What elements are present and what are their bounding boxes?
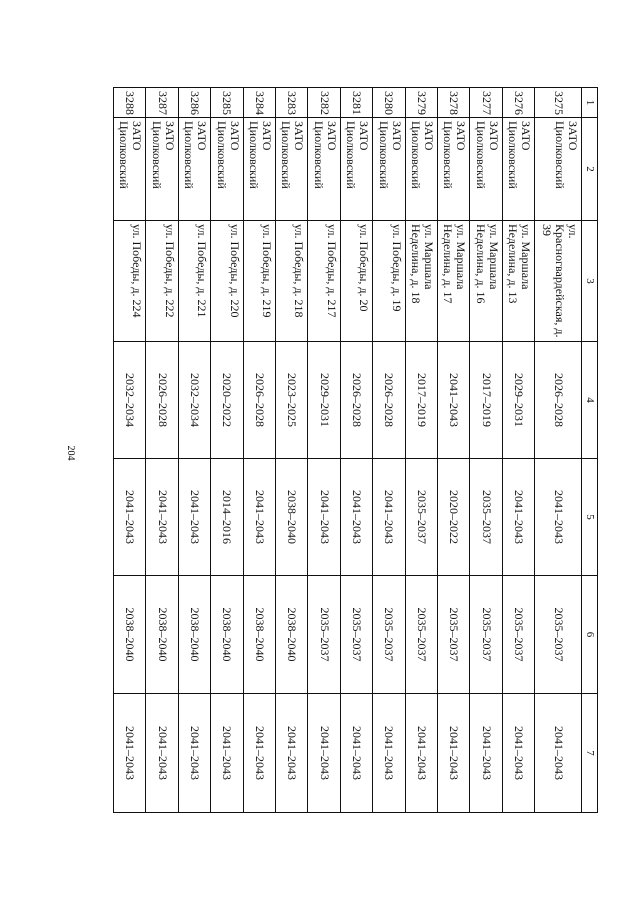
column-header: 1 [582,88,598,118]
municipality-cell: ЗАТО Циолковский [340,118,372,221]
period-cell-5: 2014–2016 [211,459,243,576]
address-cell: ул. Победы, д. 220 [211,221,243,342]
address-cell: ул. Победы, д. 217 [308,221,340,342]
address-cell: ул. Победы, д. 19 [373,221,405,342]
period-cell-4: 2026–2028 [243,342,275,459]
period-cell-6: 2038–2040 [114,576,146,694]
period-cell-5: 2041–2043 [178,459,210,576]
page-number: 204 [65,445,76,461]
row-number: 3285 [211,88,243,118]
period-cell-5: 2041–2043 [535,459,582,576]
row-number: 3288 [114,88,146,118]
address-cell: ул. Победы, д. 218 [275,221,307,342]
row-number: 3287 [146,88,178,118]
period-cell-4: 2041–2043 [437,342,469,459]
period-cell-6: 2035–2037 [535,576,582,694]
period-cell-5: 2020–2022 [437,459,469,576]
municipality-cell: ЗАТО Циолковский [373,118,405,221]
row-number: 3284 [243,88,275,118]
period-cell-4: 2026–2028 [146,342,178,459]
period-cell-6: 2038–2040 [243,576,275,694]
address-cell: ул. Маршала Неделина, д. 16 [470,221,502,342]
municipality-cell: ЗАТО Циолковский [114,118,146,221]
table-row [308,88,340,813]
period-cell-5: 2041–2043 [146,459,178,576]
municipality-cell: ЗАТО Циолковский [211,118,243,221]
period-cell-6: 2035–2037 [502,576,534,694]
period-cell-6: 2035–2037 [405,576,437,694]
rotated-table-frame [113,87,598,812]
row-number: 3276 [502,88,534,118]
period-cell-7: 2041–2043 [340,694,372,813]
period-cell-7: 2041–2043 [114,694,146,813]
row-number: 3279 [405,88,437,118]
period-cell-4: 2026–2028 [535,342,582,459]
period-cell-7: 2041–2043 [275,694,307,813]
municipality-cell: ЗАТО Циолковский [405,118,437,221]
column-header: 6 [582,576,598,694]
municipality-cell: ЗАТО Циолковский [243,118,275,221]
period-cell-4: 2023–2025 [275,342,307,459]
table-row [535,88,582,813]
period-cell-5: 2041–2043 [502,459,534,576]
table-row [340,88,372,813]
period-cell-7: 2041–2043 [405,694,437,813]
row-number: 3280 [373,88,405,118]
row-number: 3278 [437,88,469,118]
period-cell-5: 2041–2043 [243,459,275,576]
header-row [582,88,598,813]
address-cell: ул. Победы, д. 224 [114,221,146,342]
address-cell: ул. Победы, д. 222 [146,221,178,342]
table-row [470,88,502,813]
municipality-cell: ЗАТО Циолковский [308,118,340,221]
column-header: 4 [582,342,598,459]
municipality-cell: ЗАТО Циолковский [535,118,582,221]
period-cell-5: 2041–2043 [373,459,405,576]
period-cell-7: 2041–2043 [146,694,178,813]
column-header: 2 [582,118,598,221]
period-cell-4: 2032–2034 [178,342,210,459]
period-cell-4: 2026–2028 [373,342,405,459]
column-header: 5 [582,459,598,576]
table-row [146,88,178,813]
table-row [405,88,437,813]
address-cell: ул. Победы, д. 20 [340,221,372,342]
period-cell-7: 2041–2043 [243,694,275,813]
period-cell-4: 2020–2022 [211,342,243,459]
period-cell-6: 2035–2037 [437,576,469,694]
row-number: 3275 [535,88,582,118]
table-row [114,88,146,813]
table-row [211,88,243,813]
municipality-cell: ЗАТО Циолковский [178,118,210,221]
column-header: 3 [582,221,598,342]
row-number: 3282 [308,88,340,118]
period-cell-4: 2032–2034 [114,342,146,459]
period-cell-5: 2038–2040 [275,459,307,576]
row-number: 3286 [178,88,210,118]
period-cell-4: 2017–2019 [470,342,502,459]
period-cell-7: 2041–2043 [308,694,340,813]
table-row [243,88,275,813]
table-container [113,87,598,812]
period-cell-6: 2035–2037 [340,576,372,694]
period-cell-7: 2041–2043 [535,694,582,813]
period-cell-5: 2035–2037 [405,459,437,576]
table-row [437,88,469,813]
period-cell-6: 2035–2037 [308,576,340,694]
period-cell-7: 2041–2043 [470,694,502,813]
address-cell: ул. Победы, д. 221 [178,221,210,342]
address-cell: ул. Красногвардейская, д. 39 [535,221,582,342]
row-number: 3277 [470,88,502,118]
table-row [502,88,534,813]
period-cell-5: 2041–2043 [340,459,372,576]
period-cell-7: 2041–2043 [178,694,210,813]
municipality-cell: ЗАТО Циолковский [437,118,469,221]
period-cell-6: 2035–2037 [470,576,502,694]
row-number: 3281 [340,88,372,118]
municipality-cell: ЗАТО Циолковский [146,118,178,221]
table-row [373,88,405,813]
table-body [114,88,582,813]
period-cell-4: 2029–2031 [502,342,534,459]
period-cell-4: 2026–2028 [340,342,372,459]
column-header: 7 [582,694,598,813]
data-table [113,87,598,813]
period-cell-6: 2038–2040 [146,576,178,694]
address-cell: ул. Победы, д. 219 [243,221,275,342]
period-cell-4: 2029–2031 [308,342,340,459]
table-row [178,88,210,813]
municipality-cell: ЗАТО Циолковский [502,118,534,221]
period-cell-5: 2035–2037 [470,459,502,576]
period-cell-7: 2041–2043 [437,694,469,813]
period-cell-6: 2038–2040 [211,576,243,694]
period-cell-5: 2041–2043 [114,459,146,576]
period-cell-4: 2017–2019 [405,342,437,459]
period-cell-7: 2041–2043 [211,694,243,813]
period-cell-7: 2041–2043 [502,694,534,813]
address-cell: ул. Маршала Неделина, д. 17 [437,221,469,342]
municipality-cell: ЗАТО Циолковский [470,118,502,221]
period-cell-5: 2041–2043 [308,459,340,576]
period-cell-6: 2035–2037 [373,576,405,694]
address-cell: ул. Маршала Неделина, д. 13 [502,221,534,342]
row-number: 3283 [275,88,307,118]
address-cell: ул. Маршала Неделина, д. 18 [405,221,437,342]
table-row [275,88,307,813]
period-cell-6: 2038–2040 [275,576,307,694]
period-cell-6: 2038–2040 [178,576,210,694]
period-cell-7: 2041–2043 [373,694,405,813]
municipality-cell: ЗАТО Циолковский [275,118,307,221]
